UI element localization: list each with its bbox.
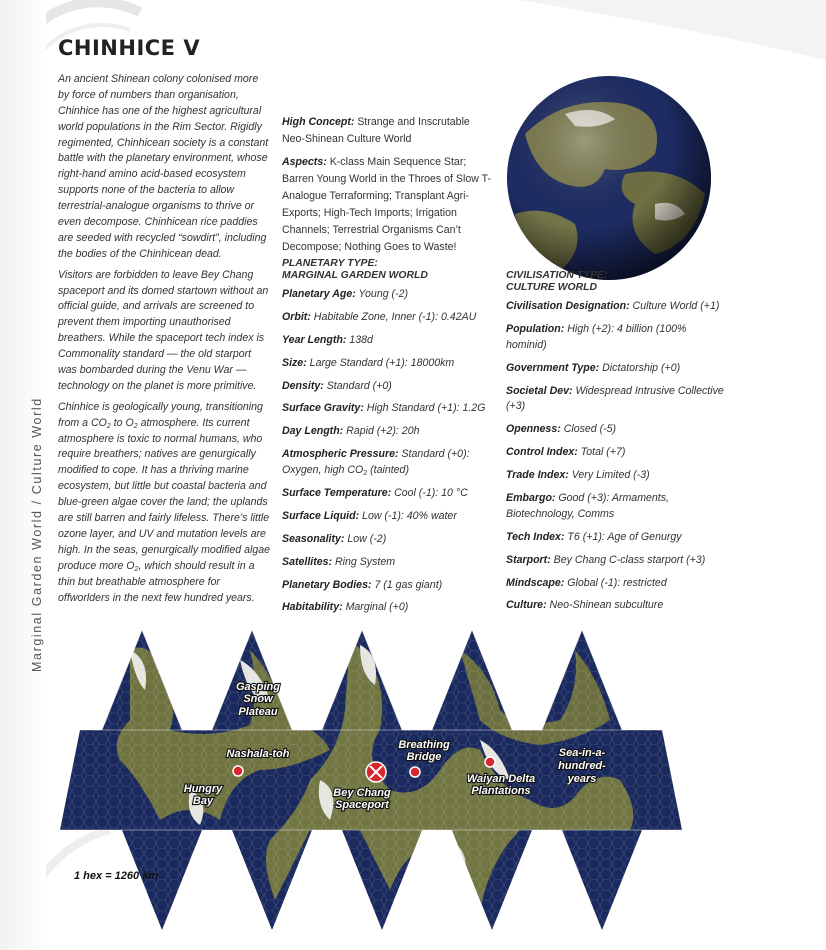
stat-label: Government Type: <box>506 361 600 374</box>
map-label-gasping-1: Gasping <box>235 681 281 693</box>
nashala-toh-marker <box>233 766 243 776</box>
aspects-label: Aspects: <box>282 155 327 168</box>
stat-row <box>282 486 504 502</box>
stat-label: Habitability: <box>282 601 343 614</box>
aspects <box>282 154 494 256</box>
map-label-waiyan-2: Plantations <box>471 785 531 797</box>
intro-paragraph-3 <box>58 400 270 607</box>
stat-value: Marginal (+0) <box>342 601 409 614</box>
stat-row <box>282 310 504 326</box>
planetary-heading-line-2: MARGINAL GARDEN WORLD <box>282 270 428 282</box>
breathing-bridge-marker <box>410 767 420 777</box>
stat-value: Standard (+0): Oxygen, high CO <box>282 448 470 477</box>
intro-paragraph-1: An ancient Shinean colony colonised more by force of numbers than organisation, Chinhice has one of the highest agricultural world populations in the Rim Sector. Rigidly regimented, Chinhicean society is a constant battle with the planetary environment, whose right-hand amino acid-based ecosystem supports none of the bacteria to allow terrestrial-analogue organisms to thrive or even decompose. Chinhicean rice paddies are seeded with recycled “sowdirt”, including the bodies of the Chinhicean dead. <box>58 73 269 260</box>
stat-label: Trade Index: <box>506 469 569 482</box>
stat-label: Satellites: <box>282 555 333 568</box>
stat-value: T6 (+1): Age of Genurgy <box>564 530 682 543</box>
spaceport-icon <box>366 762 386 782</box>
stat-label: Surface Temperature: <box>282 486 392 499</box>
civilisation-heading-line-2: CULTURE WORLD <box>506 282 597 294</box>
stat-row <box>282 555 504 571</box>
map-scale-note: 1 hex = 1260 km <box>74 870 159 882</box>
stat-row <box>506 361 728 377</box>
intro-p3-part-d: , which should result in a thin but breathable atmosphere for offworlders in the next few hundred years. <box>58 559 255 604</box>
civilisation-heading <box>506 270 728 295</box>
subscript: 2 <box>134 565 139 573</box>
stat-value: Dictatorship (+0) <box>599 361 681 374</box>
stat-value: Closed (-5) <box>560 423 617 436</box>
stat-value: 7 (1 gas giant) <box>371 578 443 591</box>
stat-label: Tech Index: <box>506 530 565 543</box>
map-label-gasping-3: Plateau <box>238 706 278 718</box>
planetary-heading <box>282 258 504 283</box>
map-label-bey-chang-2: Spaceport <box>335 799 389 811</box>
stat-row <box>506 491 728 523</box>
stat-value: Habitable Zone, Inner (-1): 0.42AU <box>310 310 477 323</box>
stat-label: Embargo: <box>506 491 556 504</box>
page-title: CHINHICE V <box>58 36 201 60</box>
stat-row <box>282 447 504 479</box>
map-label-nashala: Nashala-toh <box>226 748 290 760</box>
stat-label: Culture: <box>506 599 547 612</box>
stat-label: Seasonality: <box>282 532 345 545</box>
civilisation-stats <box>506 270 728 621</box>
stat-label: Planetary Bodies: <box>282 578 372 591</box>
high-concept-label: High Concept: <box>282 116 355 128</box>
stat-row <box>282 532 504 548</box>
stat-label: Atmospheric Pressure: <box>282 448 399 461</box>
stat-label: Openness: <box>506 423 561 436</box>
stat-row <box>506 598 728 614</box>
concept-block <box>282 114 494 262</box>
stat-row <box>282 287 504 303</box>
stat-value: Widespread Intrusive Collective (+3) <box>506 384 724 413</box>
stat-value: Culture World (+1) <box>629 299 720 312</box>
stat-value: High (+2): 4 billion (100% hominid) <box>506 322 687 351</box>
stat-label: Civilisation Designation: <box>506 299 630 312</box>
stat-value: Low (-1): 40% water <box>359 509 457 522</box>
map-label-breathing-2: Bridge <box>406 751 442 763</box>
stat-row <box>282 578 504 594</box>
stat-row <box>506 553 728 569</box>
planetary-heading-line-1: PLANETARY TYPE: <box>282 258 378 269</box>
stat-row <box>506 384 728 416</box>
stat-value: Large Standard (+1): 18000km <box>306 356 455 369</box>
stat-row <box>506 422 728 438</box>
stat-value: High Standard (+1): 1.2G <box>363 402 486 415</box>
map-label-sea-1: Sea-in-a- <box>558 747 606 759</box>
intro-paragraph-2: Visitors are forbidden to leave Bey Chang spaceport and its domed startown without an official guide, and arrivals are screened to prevent them importing unauthorised breathers. While the spaceport tech index is Commonality standard — the old starport was bombarded during the Venu War — technology on the planet is more primitive. <box>58 268 269 392</box>
high-concept <box>282 114 494 148</box>
stat-row <box>282 509 504 525</box>
map-label-sea-2: hundred- <box>558 760 606 772</box>
subscript: 2 <box>363 470 368 478</box>
stat-label: Control Index: <box>506 446 578 459</box>
map-label-gasping-2: Snow <box>243 693 273 705</box>
stat-value: Neo-Shinean subculture <box>546 599 664 612</box>
stat-value: Cool (-1): 10 °C <box>391 486 468 499</box>
intro-p3-part-c: atmosphere. Its current atmosphere is toxic to normal humans, who require breathers; natives are genurgically modified to cope. It has a thriving marine ecosystem, but little but coastal bacteria and blue-green algae cover the land; the uplands are still barren and fairly lifeless. There’s little ozone layer, and UV and mutation levels are high. In the seas, genurgically modified algae produce more O <box>58 416 271 572</box>
planet-globe-image <box>505 74 713 282</box>
stat-row <box>282 401 504 417</box>
stat-label: Planetary Age: <box>282 287 356 300</box>
stat-value-tail: (tainted) <box>367 464 409 477</box>
stat-label: Year Length: <box>282 333 347 346</box>
stat-value: Good (+3): Armaments, Biotechnology, Comms <box>506 491 669 520</box>
map-label-sea-3: years <box>567 773 597 785</box>
stat-row <box>282 333 504 349</box>
intro-text <box>58 72 270 611</box>
subscript: 2 <box>106 422 111 430</box>
stat-value: Young (-2) <box>355 287 409 300</box>
stat-row <box>282 600 504 616</box>
stat-label: Societal Dev: <box>506 384 573 397</box>
stat-row <box>506 445 728 461</box>
stat-label: Mindscape: <box>506 576 565 589</box>
stat-row <box>506 299 728 315</box>
stat-label: Population: <box>506 322 565 335</box>
planetary-stats <box>282 258 504 623</box>
stat-value: Ring System <box>332 555 396 568</box>
world-map <box>60 630 812 930</box>
map-label-hungry-1: Hungry <box>183 783 223 795</box>
map-label-waiyan-1: Waiyan Delta <box>466 773 536 785</box>
stat-row <box>506 468 728 484</box>
stat-row <box>282 424 504 440</box>
intro-p3-part-b: to O <box>110 416 134 429</box>
stat-label: Surface Liquid: <box>282 509 360 522</box>
waiyan-delta-marker <box>485 757 495 767</box>
aspects-value: K-class Main Sequence Star; Barren Young World in the Throes of Slow T-Analogue Terraforming; Transplant Agri-Exports; High-Tech Imports; Irrigation Channels; Terrestrial Organisms Can’t Decompose; Nothing Goes to Waste! <box>282 155 492 253</box>
stat-value: Very Limited (-3) <box>568 469 650 482</box>
stat-value: Standard (+0) <box>323 379 392 392</box>
map-label-bey-chang-1: Bey Chang <box>333 787 391 799</box>
subscript: 2 <box>133 422 138 430</box>
stat-value: Total (+7) <box>577 446 626 459</box>
stat-row <box>282 379 504 395</box>
stat-value: Bey Chang C-class starport (+3) <box>550 553 706 566</box>
side-label: Marginal Garden World / Culture World <box>30 397 44 672</box>
intro-p3-part-a: Chinhice is geologically young, transitioning from a CO <box>58 400 263 429</box>
stat-value: Rapid (+2): 20h <box>343 425 420 438</box>
stat-row <box>282 356 504 372</box>
stat-label: Day Length: <box>282 425 344 438</box>
stat-label: Surface Gravity: <box>282 402 364 415</box>
stat-row <box>506 322 728 354</box>
stat-value: Global (-1): restricted <box>564 576 667 589</box>
stat-label: Orbit: <box>282 310 311 323</box>
stat-row <box>506 530 728 546</box>
map-label-breathing-1: Breathing <box>398 739 450 751</box>
civilisation-heading-line-1: CIVILISATION TYPE: <box>506 270 608 281</box>
stat-label: Density: <box>282 379 324 392</box>
stat-value: Low (-2) <box>344 532 387 545</box>
stat-value: 138d <box>346 333 373 346</box>
map-label-hungry-2: Bay <box>192 795 214 807</box>
high-concept-value: Strange and Inscrutable Neo-Shinean Culture World <box>282 116 470 145</box>
stat-label: Starport: <box>506 553 551 566</box>
stat-row <box>506 576 728 592</box>
stat-label: Size: <box>282 356 307 369</box>
